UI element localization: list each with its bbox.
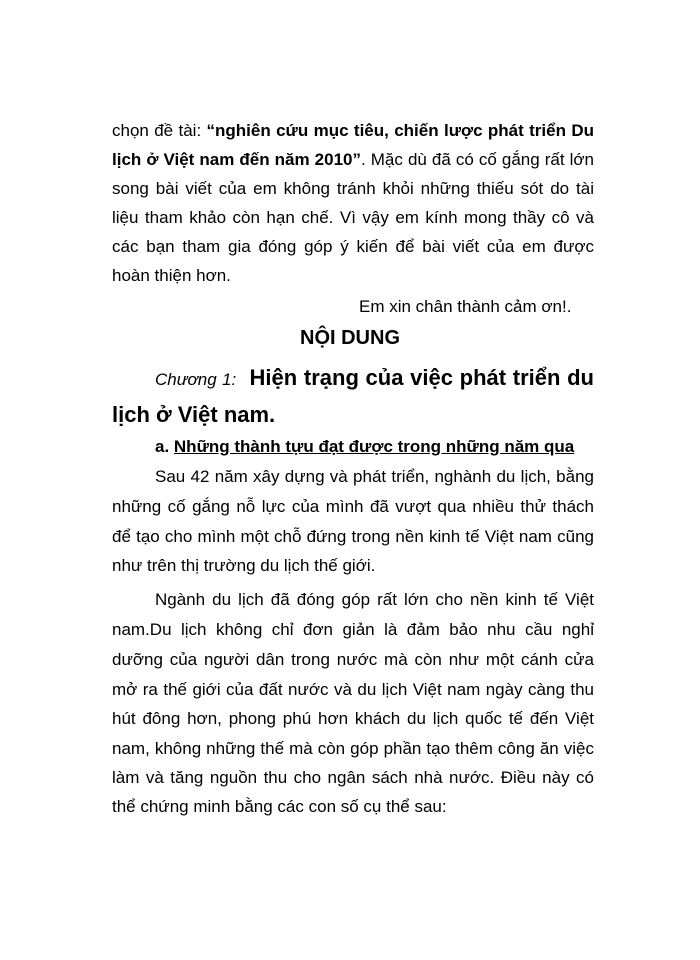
para2-line-3: dưỡng của người dân trong nước mà còn như một cánh cửa	[112, 650, 594, 669]
para2-line-4: mở ra thế giới của đất nước và du lịch Việt nam ngày càng thu	[112, 680, 594, 699]
section-title: Những thành tựu đạt được trong những năm qua	[173, 437, 575, 456]
chapter-heading-line-1	[155, 365, 594, 390]
chapter-separator: :	[231, 370, 237, 389]
para1-line-3: để tạo cho mình một chỗ đứng trong nền kinh tế Việt nam cũng	[112, 527, 594, 546]
chapter-heading-line-2: lịch ở Việt nam.	[112, 402, 276, 427]
topic-title-end: lịch ở Việt nam đến năm 2010”	[112, 150, 361, 169]
para2-line-5: hút đông hơn, phong phú hơn khách du lịch quốc tế đến Việt	[112, 709, 594, 728]
intro-text: chọn đề tài:	[112, 121, 207, 140]
section-prefix: a.	[155, 437, 174, 456]
intro-line-2	[112, 150, 594, 170]
thanks-line: Em xin chân thành cảm ơn!.	[359, 297, 572, 316]
para1-line-1: Sau 42 năm xây dựng và phát triển, nghành du lịch, bằng	[155, 467, 594, 486]
intro-text: . Mặc dù đã có cố gắng rất lớn	[361, 150, 595, 169]
chapter-title: Hiện trạng của việc phát triển du	[249, 365, 594, 390]
intro-line-4: liệu tham khảo còn hạn chế. Vì vậy em kính mong thầy cô và	[112, 208, 594, 227]
section-heading	[155, 437, 600, 457]
topic-title: “nghiên cứu mục tiêu, chiến lược phát triển Du	[206, 121, 594, 140]
para1-line-2: những cố gắng nỗ lực của mình đã vượt qua nhiều thử thách	[112, 497, 594, 516]
intro-line-6: hoàn thiện hơn.	[112, 266, 231, 285]
para2-line-7: làm và tăng nguồn thu cho ngân sách nhà nước. Điều này có	[112, 768, 594, 787]
intro-line-1	[112, 121, 594, 141]
intro-line-3: song bài viết của em không tránh khỏi những thiếu sót do tài	[112, 179, 594, 198]
para2-line-2: nam.Du lịch không chỉ đơn giản là đảm bảo nhu cầu nghỉ	[112, 620, 594, 639]
para1-line-4: như trên thị trường du lịch thế giới.	[112, 556, 376, 575]
chapter-label: Chương 1	[155, 370, 232, 389]
para2-line-1: Ngành du lịch đã đóng góp rất lớn cho nền kinh tế Việt	[155, 590, 594, 609]
para2-line-6: nam, không những thế mà còn góp phần tạo thêm công ăn việc	[112, 739, 594, 758]
content-heading: NỘI DUNG	[300, 327, 400, 349]
intro-line-5: các bạn tham gia đóng góp ý kiến để bài viết của em được	[112, 237, 594, 256]
para2-line-8: thể chứng minh bằng các con số cụ thể sau:	[112, 797, 447, 816]
